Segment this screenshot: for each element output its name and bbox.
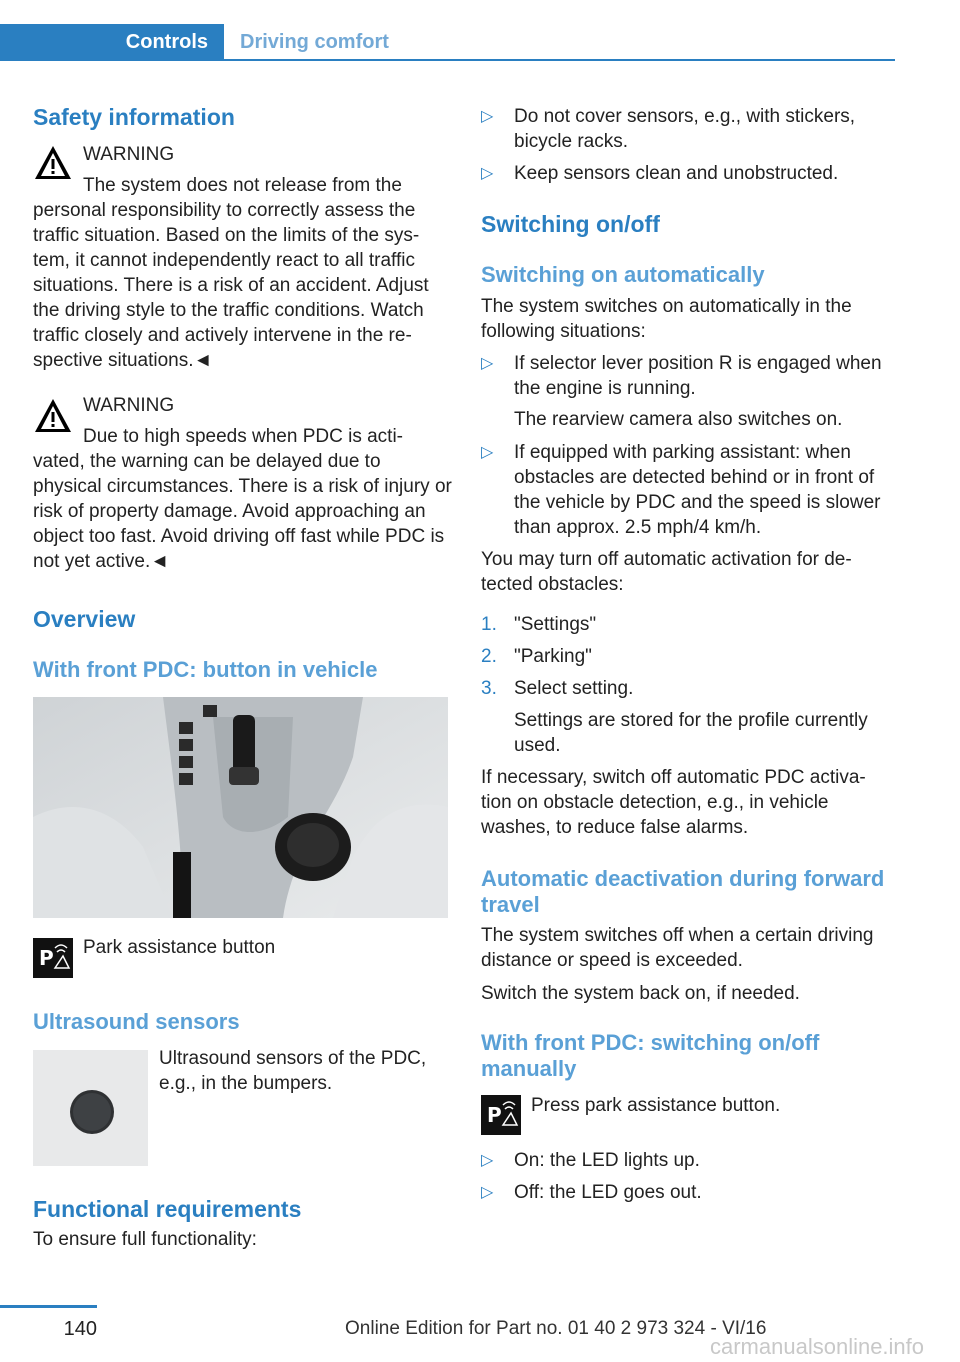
auto-on-heading: Switching on automatically [481,262,765,287]
tab-driving-comfort[interactable]: Driving comfort [240,31,389,53]
watermark: carmanualsonline.info [710,1334,925,1359]
park-button-caption: Park assistance button [83,937,276,958]
svg-text:P: P [487,1103,502,1127]
turn-off-text: You may turn off automatic activation for de-tected obstacles: [481,549,852,595]
list-item: ▷ Keep sensors clean and unobstructed. [481,163,839,184]
svg-text:P: P [39,946,54,970]
ultrasound-sensor-image [33,1050,148,1166]
warning-triangle-icon [33,143,73,183]
list-item: 2. "Parking" [481,646,592,667]
triangle-bullet-icon: ▷ [481,1152,494,1169]
overview-heading: Overview [33,606,136,632]
warning-label-1: WARNING [83,144,175,165]
list-item: ▷ On: the LED lights up. [481,1150,700,1171]
tab-controls[interactable]: Controls [0,24,224,61]
auto-deactivation-heading: Automatic deactivation during forward travel [481,866,885,917]
triangle-bullet-icon: ▷ [481,355,494,372]
edition-text: Online Edition for Part no. 01 40 2 973 324 - VI/16 [345,1318,767,1339]
warning-1-line1: The system does not release from the [83,175,402,196]
step3-sub: Settings are stored for the profile currently used. [514,710,868,756]
list-item: ▷ If selector lever position R is engaged when the engine is running. [481,353,882,399]
warning-label-2: WARNING [83,395,175,416]
list-item: 1. "Settings" [481,614,597,635]
list-item: 3. Select setting. [481,678,634,699]
front-pdc-heading: With front PDC: button in vehicle [33,657,378,682]
warning-1-text: personal responsibility to correctly assess the traffic situation. Based on the limits of the sys-tem, it cannot independently react to all traffic situations. There is a risk of an accident. Adjust the driving style to the traffic conditions. Watch traffic closely and actively intervene in the re-spective situations.◄ [33,200,429,371]
safety-information-heading: Safety information [33,104,235,130]
triangle-bullet-icon: ▷ [481,1184,494,1201]
list-item: ▷ Off: the LED goes out. [481,1182,702,1203]
park-assist-icon [33,938,73,978]
switch-back-text: Switch the system back on, if needed. [481,983,800,1004]
triangle-bullet-icon: ▷ [481,165,494,182]
auto-bullet1-sub: The rearview camera also switches on. [514,409,843,430]
functional-requirements-heading: Functional requirements [33,1196,302,1222]
ultrasound-heading: Ultrasound sensors [33,1009,240,1034]
list-item: ▷ Do not cover sensors, e.g., with stickers, bicycle racks. [481,106,856,152]
warning-2-line1: Due to high speeds when PDC is acti- [83,426,403,447]
press-text: Press park assistance button. [531,1095,781,1116]
triangle-bullet-icon: ▷ [481,444,494,461]
ultrasound-text: Ultrasound sensors of the PDC, e.g., in the bumpers. [159,1048,427,1094]
vehicle-console-photo [33,697,448,918]
manual-heading: With front PDC: switching on/off manually [481,1030,820,1081]
list-item: ▷ If equipped with parking assistant: when obstacles are detected behind or in front of the vehicle by PDC and the speed is slower than approx. 2.5 mph/4 km/h. [481,442,881,538]
page-header [0,24,895,61]
functional-text: To ensure full functionality: [33,1229,257,1250]
warning-2-text: vated, the warning can be delayed due to physical circumstances. There is a risk of injury or risk of property damage. Avoid approaching an object too fast. Avoid driving off fast while PDC is not yet active.◄ [33,451,452,572]
footer-rule [0,1305,97,1308]
switching-heading: Switching on/off [481,211,660,237]
auto-on-text: The system switches on automatically in the following situations: [481,296,852,342]
page-number: 140 [63,1318,97,1340]
warning-triangle-icon [33,396,73,436]
park-assist-icon [481,1095,521,1135]
header-rule [224,59,895,61]
necessary-text: If necessary, switch off automatic PDC activa-tion on obstacle detection, e.g., in vehicle washes, to reduce false alarms. [481,767,866,838]
auto-deactivation-text: The system switches off when a certain driving distance or speed is exceeded. [481,925,874,971]
triangle-bullet-icon: ▷ [481,108,494,125]
